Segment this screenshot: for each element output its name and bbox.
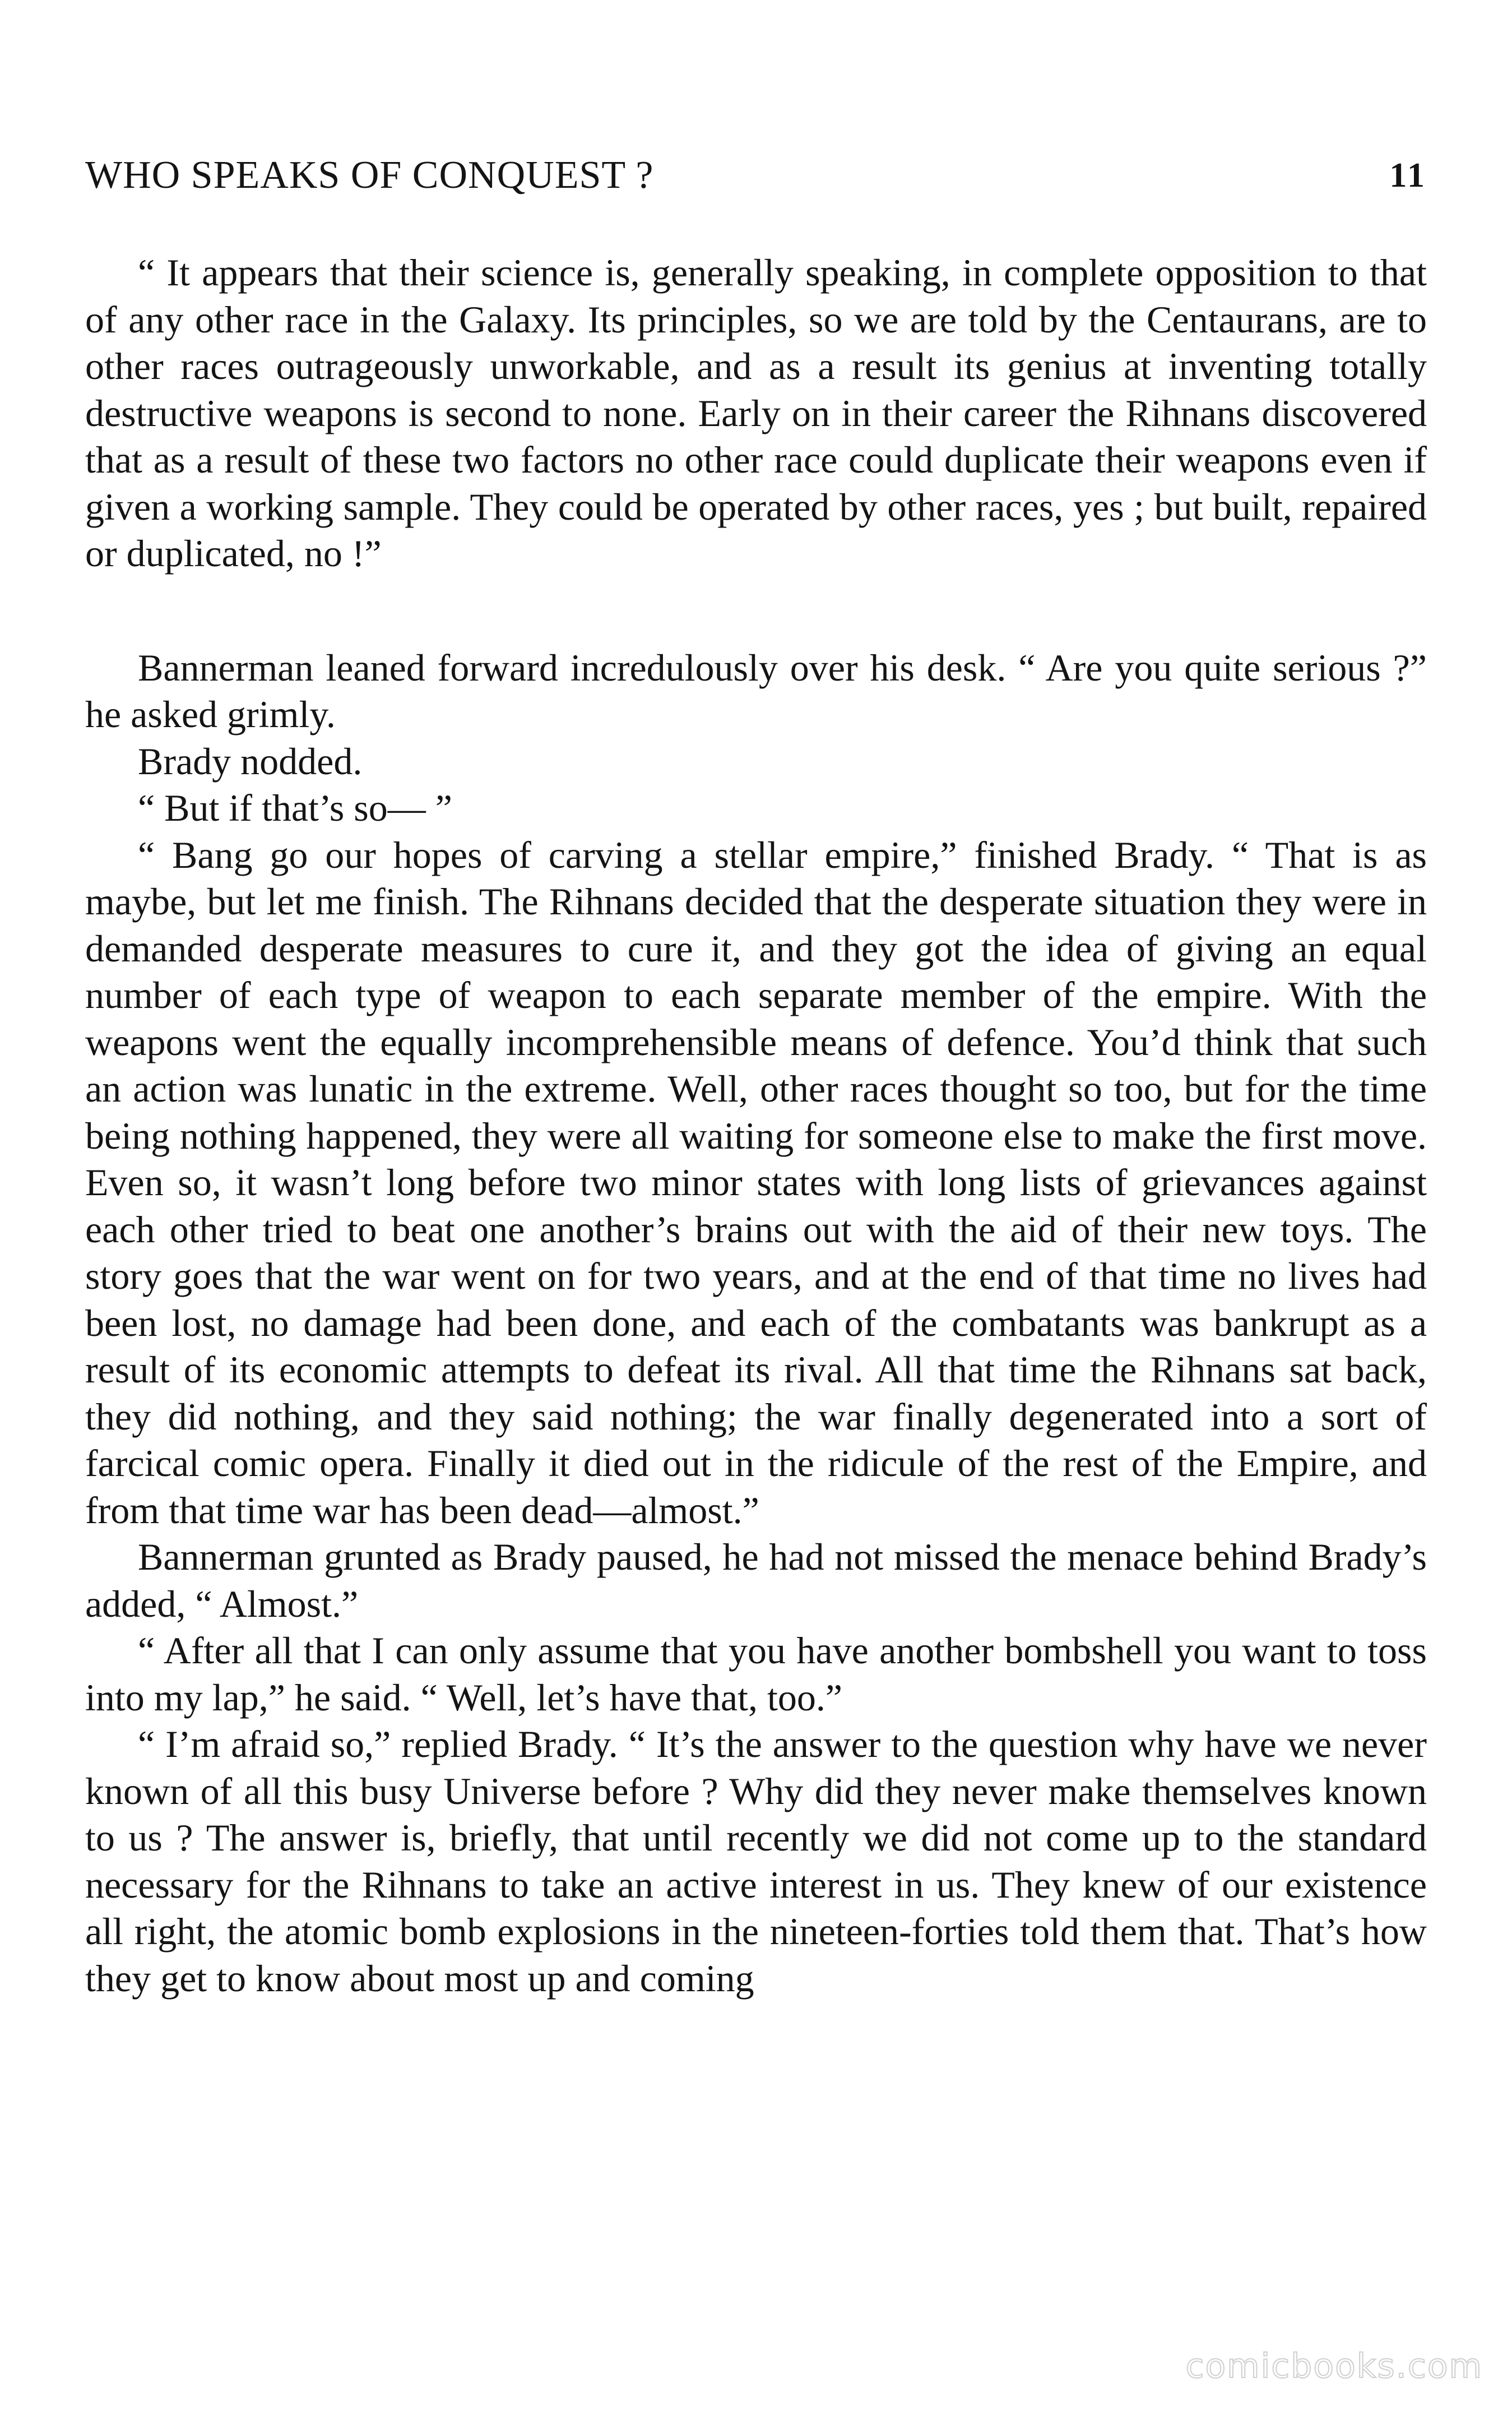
paragraph: “ I’m afraid so,” replied Brady. “ It’s the answer to the question why have we never known of all this busy Universe before ? Why did they never make themselves known to us ? The answer is, briefly, that until recently we did not come up to the standard necessary for the Rihnans to take an active interest in us. They knew of our existence all right, the atomic bomb explosions in the nineteen-forties told them that. That’s how they get to know about most up and coming [85, 1723, 1427, 2000]
paragraph: “ But if that’s so— ” [138, 787, 452, 829]
paragraph: Bannerman grunted as Brady paused, he had not missed the menace behind Brady’s added, “ Almost.” [85, 1535, 1427, 1625]
running-title: WHO SPEAKS OF CONQUEST ? [85, 154, 654, 197]
paragraph: Bannerman leaned forward incredulously over his desk. “ Are you quite serious ?” he asked grimly. [85, 646, 1427, 735]
page-number: 11 [1389, 156, 1427, 195]
paragraph: “ After all that I can only assume that you have another bombshell you want to toss into my lap,” he said. “ Well, let’s have that, too.” [85, 1629, 1427, 1719]
paragraph: Brady nodded. [138, 739, 363, 783]
body-text [85, 249, 1427, 2002]
site-watermark: comicbooks.com [1185, 2347, 1483, 2386]
paragraph: “ Bang go our hopes of carving a stellar empire,” finished Brady. “ That is as maybe, but let me finish. The Rihnans decided that the desperate situation they were in demanded desperate measures to cure it, and they got the idea of giving an equal number of each type of weapon to each separate member of the empire. With the weapons went the equally incomprehensible means of defence. You’d think that such an action was lunatic in the extreme. Well, other races thought so too, but for the time being nothing happened, they were all waiting for someone else to make the first move. Even so, it wasn’t long before two minor states with long lists of grievances against each other tried to beat one another’s brains out with the aid of their new toys. The story goes that the war went on for two years, and at the end of that time no lives had been lost, no damage had been done, and each of the combatants was bankrupt as a result of its economic attempts to defeat its rival. All that time the Rihnans sat back, they did nothing, and they said nothing; the war finally degenerated into a sort of farcical comic opera. Finally it died out in the ridicule of the rest of the Empire, and from that time war has been dead—almost.” [85, 833, 1427, 1532]
paragraph: “ It appears that their science is, generally speaking, in complete opposition to that of any other race in the Galaxy. Its principles, so we are told by the Centaurans, are to other races outrageously unworkable, and as a result its genius at inventing totally destructive weapons is second to none. Early on in their career the Rihnans discovered that as a result of these two factors no other race could duplicate their weapons even if given a working sample. They could be operated by other races, yes ; but built, repaired or duplicated, no !” [85, 251, 1427, 575]
running-header [85, 145, 1427, 206]
